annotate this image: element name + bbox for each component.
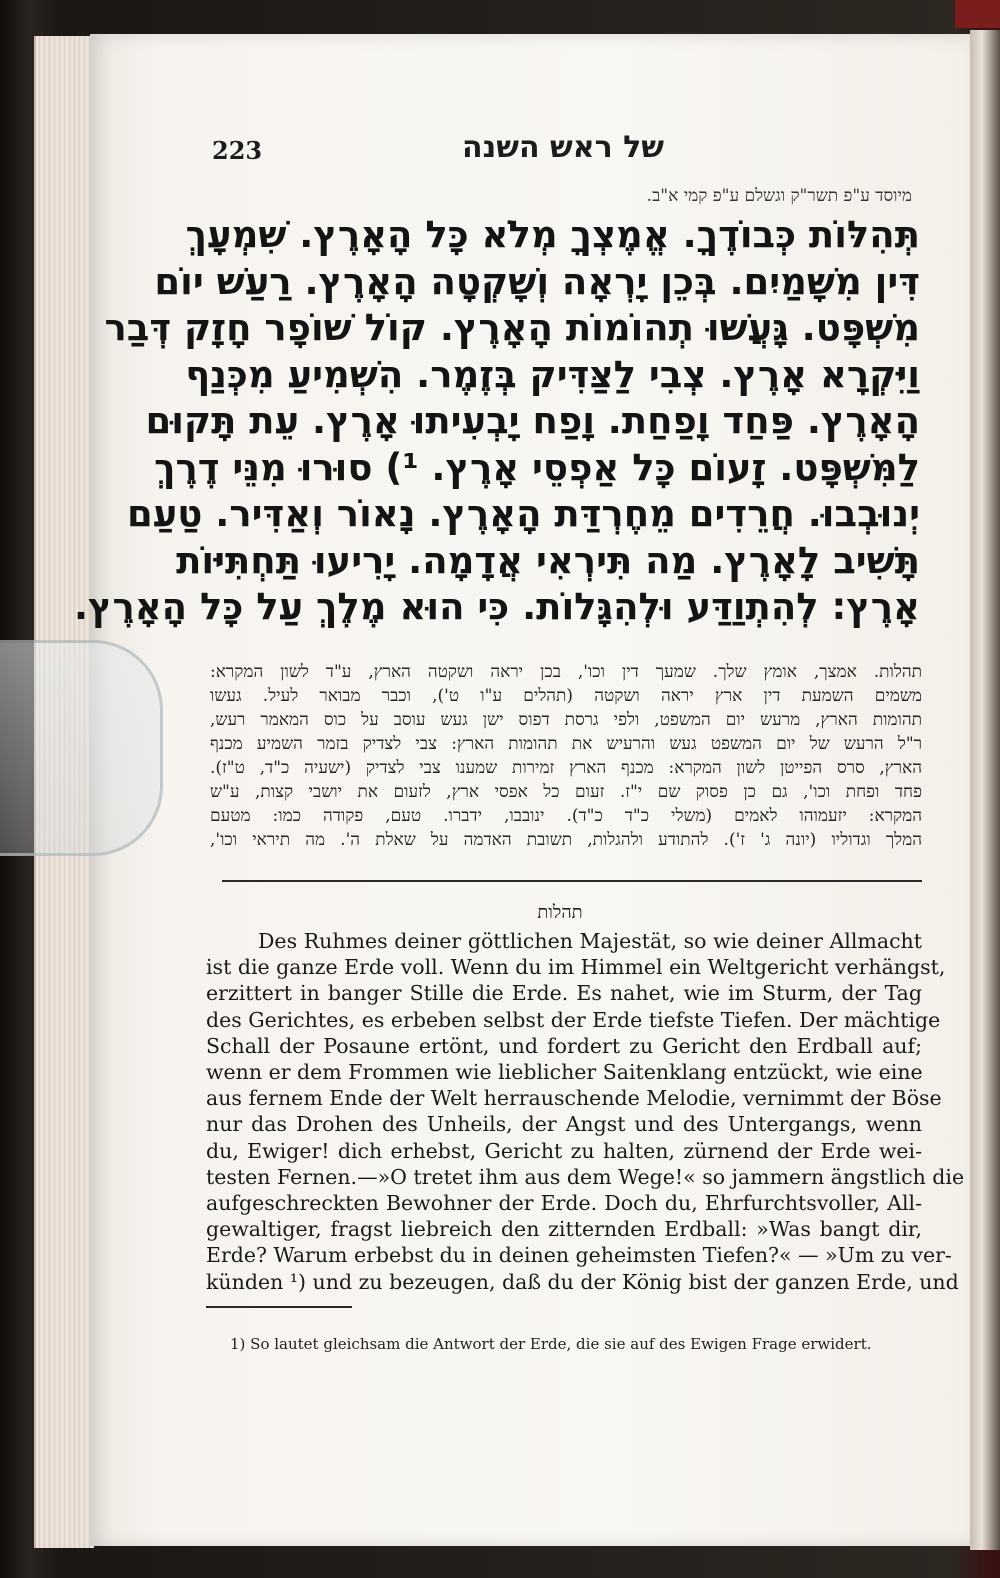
translation-line: ist die ganze Erde voll. Wenn du im Himmel ein Weltgericht verhängst, — [206, 955, 946, 980]
hebrew-commentary — [210, 660, 922, 852]
translation-line: aus fernem Ende der Welt herrauschende Melodie, vernimmt der Böse — [206, 1086, 942, 1111]
translation-line: wenn er dem Frommen wie lieblicher Saitenklang entzückt, wie eine — [206, 1060, 923, 1085]
liturgy-line: מִשְׁפָּט. גָּעֲשׁוּ תְהוֹמוֹת הָאָרֶץ. קוֹל שׁוֹפָר חָזָק דְּבַר — [104, 306, 920, 349]
translation-line: künden ¹) und zu bezeugen, daß du der König bist der ganzen Erde, und — [206, 1269, 959, 1294]
liturgy-line: תָּשִׁיב לָאָרֶץ. מַה תִּירְאִי אֲדָמָה. יָרִיעוּ תַּחְתִּיּוֹת — [176, 538, 920, 582]
commentary-line: המקרא: יזעמוהו לאמים (משלי כ"ד כ"ד). ינובבו, ידברו. טעם, פקודה כמו: מטעם — [210, 806, 922, 826]
commentary-line: תהומות הארץ, מרעש יום המשפט, ולפי גרסת דפוס ישן געש עוסב על כוס המאמר רעש, — [210, 710, 922, 730]
translation-line: gewaltiger, fragst liebreich den zitternden Erdball: »Was bangt dir, — [206, 1217, 922, 1242]
translation-line: aufgeschreckten Bewohner der Erde. Doch du, Ehrfurchtsvoller, All- — [206, 1191, 922, 1216]
plastic-clip — [0, 640, 163, 856]
commentary-line: המלך וגדוליו (יונה ג' ז'). להתודע ולהגלות, תשובת האדמה על שאלת ה'. מה תיראי וכו', — [210, 830, 922, 850]
translation-line: du, Ewiger! dich erhebst, Gericht zu halten, zürnend der Erde wei- — [206, 1138, 922, 1163]
running-title: של ראש השנה — [461, 130, 664, 165]
translation-heading: תהלות — [537, 902, 583, 923]
translation-line: Schall der Posaune ertönt, und fordert zu Gericht den Erdball auf; — [206, 1033, 922, 1058]
footnote-divider — [206, 1306, 352, 1308]
liturgy-line: לַמִּשְׁפָּט. זָעוֹם כָּל אַפְסֵי אָרֶץ. ¹) סוּרוּ מִנֵּי דֶרֶךְ — [154, 445, 920, 489]
source-note: מיוסד ע"פ תשר"ק וגשלם ע"פ קמי א"ב. — [646, 186, 912, 206]
translation-line: erzittert in banger Stille die Erde. Es nahet, wie im Sturm, der Tag — [206, 981, 922, 1006]
liturgy-line: דִּין מִשָּׁמַיִם. בְּכֵן יָרְאָה וְשָׁקְטָה הָאָרֶץ. רַעַשׁ יוֹם — [154, 259, 920, 303]
translation-line: nur das Drohen des Unheils, der Angst und des Untergangs, wenn — [206, 1112, 922, 1137]
commentary-line: תהלות. אמצך, אומץ שלך. שמעך דין וכו', בכן יראה ושקטה הארץ, ע"ד לשון המקרא: — [210, 662, 922, 682]
liturgy-line: יְנוּבְבוּ. חֲרֵדִים מֵחֶרְדַּת הָאָרֶץ. נָאוֹר וְאַדִּיר. טַעַם — [126, 492, 920, 535]
cover-corner — [955, 0, 1000, 28]
liturgy-line: תְּהִלּוֹת כְּבוֹדֶךָ. אֱמֶצְךָ מְלֹא כָּל הָאָרֶץ. שִׁמְעָךְ — [185, 213, 920, 256]
liturgy-line: אָרֶץ: לְהִתְוַדַּע וּלְהִגָּלוֹת. כִּי הוּא מֶלֶךְ עַל כָּל הָאָרֶץ. — [73, 585, 920, 628]
liturgy-line: וַיִּקְרָא אָרֶץ. צְבִי לַצַּדִּיק בְּזֶמֶר. הִשְׁמִיעַ מִכְּנַף — [185, 352, 920, 396]
page-number: 223 — [212, 136, 263, 165]
commentary-line: משמים השמעת דין ארץ יראה ושקטה (תהלים ע"ו ט'), וכבר מבואר לעיל. געשו — [210, 686, 922, 706]
translation-line: Des Ruhmes deiner göttlichen Majestät, so wie deiner Allmacht — [258, 929, 922, 953]
commentary-line: פחד ופחת וכו', גם כן פסוק שם י"ז. זעום כל אפסי ארץ, לזעום את יושבי קצות, ע"ש — [210, 782, 922, 802]
section-divider — [222, 880, 922, 882]
right-page-edge — [970, 30, 1000, 1550]
translation-line: testen Fernen.—»O tretet ihm aus dem Wege!« so jammern ängstlich die — [206, 1164, 965, 1189]
commentary-line: הארץ, סרס הפייטן לשון המקרא: מכנף הארץ זמירות שמענו צבי לצדיק (ישעיה כ"ד, ט"ז). — [210, 758, 922, 778]
translation-line: des Gerichtes, es erbeben selbst der Erde tiefste Tiefen. Der mächtige — [206, 1007, 941, 1032]
commentary-line: ר"ל הרעש של יום המשפט געש והרעיש את תהומות הארץ: צבי לצדיק בזמר השמיע מכנף — [210, 734, 922, 754]
german-translation — [206, 928, 965, 1295]
footnote: 1) So lautet gleichsam die Antwort der Erde, die sie auf des Ewigen Frage erwidert. — [230, 1335, 872, 1353]
translation-line: Erde? Warum erbebst du in deinen geheimsten Tiefen?« — »Um zu ver- — [206, 1243, 952, 1268]
hebrew-liturgy — [73, 212, 920, 631]
liturgy-line: הָאָרֶץ. פַּחַד וָפַחַת. וָפַח יָבְעִיתוּ אָרֶץ. עֵת תָּקוּם — [145, 399, 920, 442]
